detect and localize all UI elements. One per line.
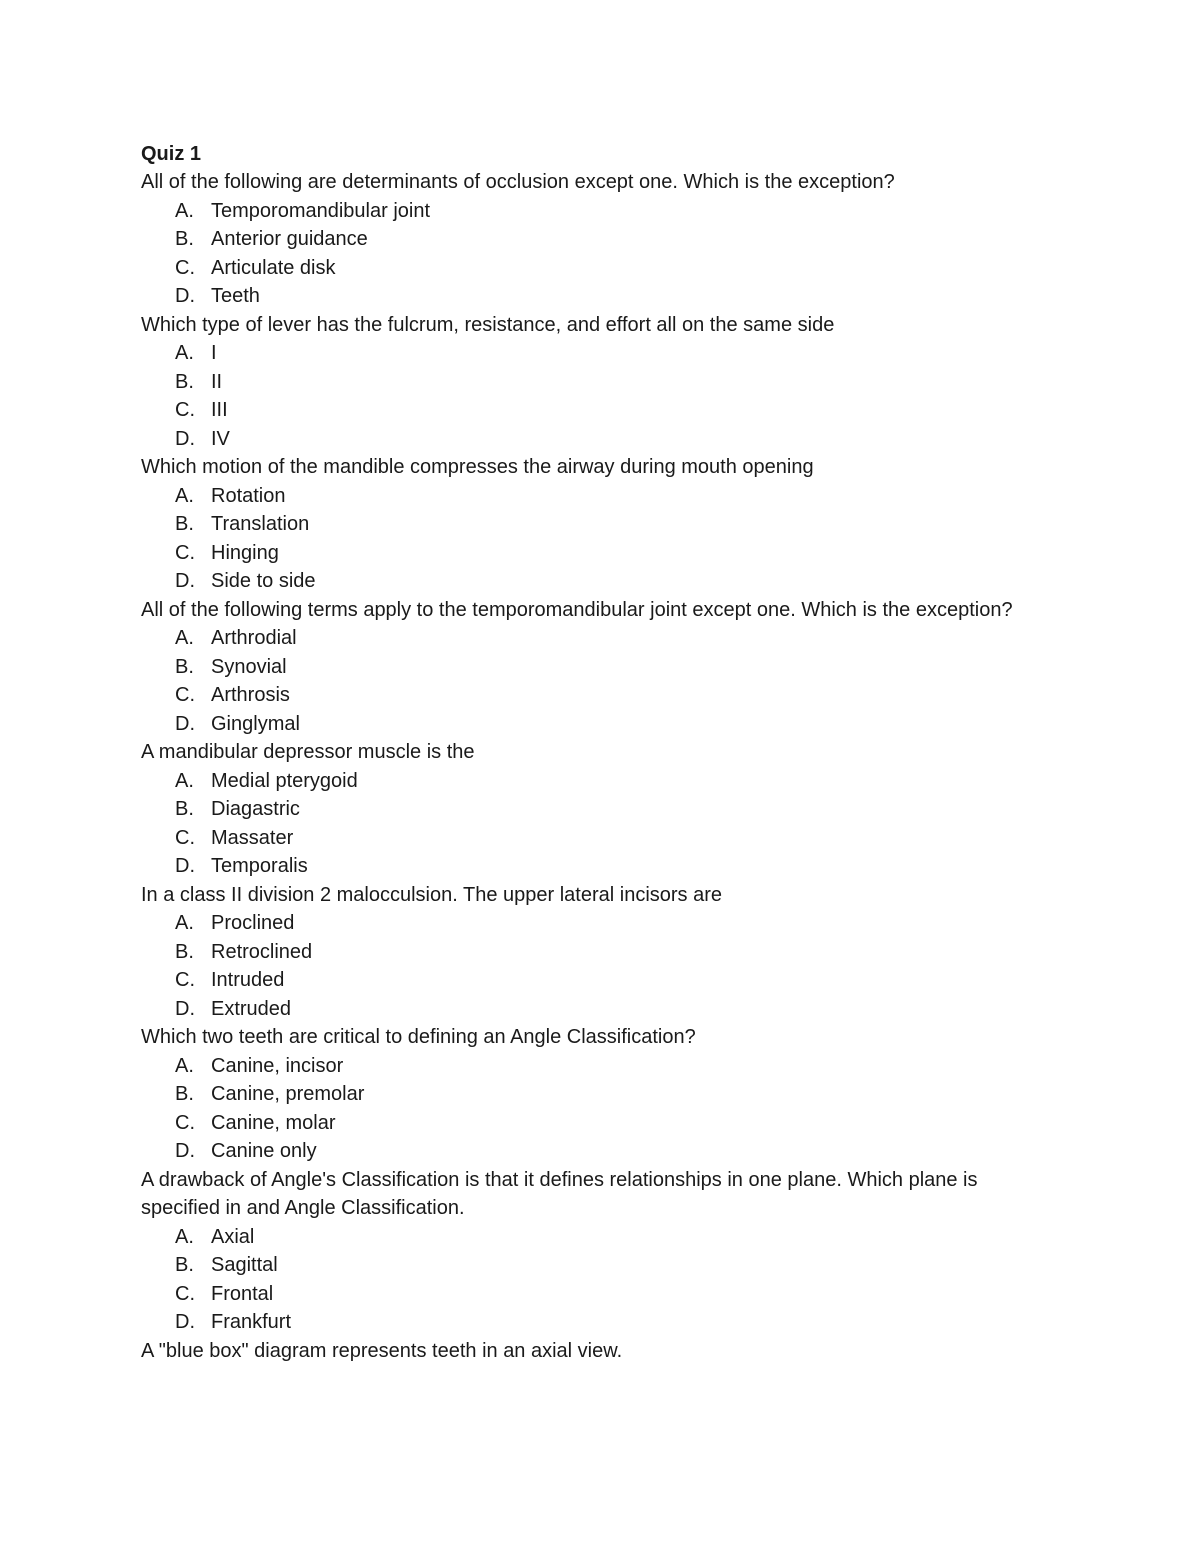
option-item: [141, 653, 1061, 682]
option-letter: B.: [175, 228, 194, 250]
option-text: Canine only: [211, 1140, 317, 1162]
option-letter: A.: [175, 484, 194, 507]
question-block: [141, 168, 1061, 311]
option-item: [141, 368, 1061, 397]
question-block: [141, 311, 1061, 454]
option-letter: B.: [175, 513, 194, 535]
option-letter: B.: [175, 655, 194, 678]
option-letter: D.: [175, 712, 195, 735]
option-letter: A.: [175, 912, 194, 934]
option-item: [141, 909, 1061, 938]
option-list: [141, 909, 1061, 1023]
option-text: Extruded: [211, 997, 292, 1020]
option-item: [141, 254, 1061, 283]
option-text: IV: [211, 427, 230, 450]
option-text: Canine, molar: [211, 1111, 336, 1134]
option-item: [141, 225, 1061, 254]
option-letter: C.: [175, 969, 195, 991]
option-list: [141, 624, 1061, 738]
option-text: Diagastric: [211, 798, 300, 820]
option-text: Ginglymal: [211, 712, 300, 735]
option-letter: D.: [175, 570, 195, 592]
option-item: [141, 396, 1061, 425]
option-text: Retroclined: [211, 940, 313, 963]
question-text: Which two teeth are critical to defining an Angle Classification?: [141, 1026, 696, 1048]
option-item: [141, 539, 1061, 568]
question-text: A drawback of Angle's Classification is that it defines relationships in one plane. Which plane is specified in and Angle Classification.: [141, 1168, 978, 1219]
question-text: In a class II division 2 malocculsion. The upper lateral incisors are: [141, 883, 723, 906]
question-text: A mandibular depressor muscle is the: [141, 741, 475, 763]
option-item: [141, 425, 1061, 454]
option-item: [141, 795, 1061, 824]
option-item: [141, 1251, 1061, 1280]
option-item: [141, 282, 1061, 311]
option-text: Sagittal: [211, 1254, 278, 1276]
option-letter: C.: [175, 541, 195, 564]
question-block: [141, 1166, 1061, 1337]
option-item: [141, 1137, 1061, 1166]
option-text: II: [211, 370, 223, 393]
option-text: Articulate disk: [211, 256, 336, 279]
option-text: Axial: [211, 1225, 255, 1248]
option-list: [141, 1052, 1061, 1166]
question-block: [141, 738, 1061, 881]
option-letter: B.: [175, 1254, 194, 1276]
option-letter: D.: [175, 1140, 195, 1162]
option-letter: C.: [175, 399, 195, 421]
option-letter: C.: [175, 684, 195, 706]
question-text: Which type of lever has the fulcrum, resistance, and effort all on the same side: [141, 313, 835, 336]
option-item: [141, 339, 1061, 368]
option-text: Arthrosis: [211, 684, 290, 706]
document-page: [141, 140, 1061, 1365]
closing-statement: A "blue box" diagram represents teeth in an axial view.: [141, 1339, 623, 1362]
option-letter: A.: [175, 1054, 194, 1077]
option-letter: D.: [175, 997, 195, 1020]
option-item: [141, 1109, 1061, 1138]
option-text: Massater: [211, 826, 294, 849]
option-text: Teeth: [211, 285, 260, 307]
question-text: All of the following are determinants of occlusion except one. Which is the exception?: [141, 171, 895, 193]
question-text: All of the following terms apply to the temporomandibular joint except one. Which is the exception?: [141, 598, 1013, 621]
option-item: [141, 1280, 1061, 1309]
question-block: [141, 453, 1061, 596]
option-letter: D.: [175, 1311, 195, 1333]
option-item: [141, 624, 1061, 653]
option-text: Frontal: [211, 1282, 274, 1305]
option-letter: A.: [175, 342, 194, 364]
option-text: Translation: [211, 513, 310, 535]
option-item: [141, 197, 1061, 226]
option-text: Arthrodial: [211, 627, 297, 649]
option-list: [141, 197, 1061, 311]
option-letter: C.: [175, 256, 195, 279]
option-item: [141, 1080, 1061, 1109]
option-text: Hinging: [211, 541, 279, 564]
option-list: [141, 767, 1061, 881]
option-text: Canine, premolar: [211, 1083, 365, 1105]
option-item: [141, 995, 1061, 1024]
option-text: III: [211, 399, 228, 421]
option-letter: D.: [175, 427, 195, 450]
option-letter: B.: [175, 370, 194, 393]
question-text: Which motion of the mandible compresses the airway during mouth opening: [141, 456, 814, 478]
option-text: Canine, incisor: [211, 1054, 344, 1077]
option-item: [141, 1052, 1061, 1081]
option-letter: B.: [175, 940, 194, 963]
option-list: [141, 339, 1061, 453]
option-letter: B.: [175, 798, 194, 820]
option-item: [141, 681, 1061, 710]
option-list: [141, 1223, 1061, 1337]
option-text: Temporalis: [211, 855, 308, 877]
option-item: [141, 1308, 1061, 1337]
option-list: [141, 482, 1061, 596]
option-text: Side to side: [211, 570, 316, 592]
option-item: [141, 938, 1061, 967]
option-letter: C.: [175, 1111, 195, 1134]
question-block: [141, 596, 1061, 739]
option-item: [141, 852, 1061, 881]
option-text: Medial pterygoid: [211, 769, 358, 792]
option-item: [141, 1223, 1061, 1252]
option-text: Temporomandibular joint: [211, 199, 431, 222]
option-item: [141, 966, 1061, 995]
option-letter: D.: [175, 855, 195, 877]
option-letter: A.: [175, 627, 194, 649]
option-text: Rotation: [211, 484, 286, 507]
option-item: [141, 510, 1061, 539]
option-item: [141, 567, 1061, 596]
option-letter: A.: [175, 1225, 194, 1248]
option-item: [141, 824, 1061, 853]
quiz-title: Quiz 1: [141, 143, 202, 165]
option-text: Proclined: [211, 912, 295, 934]
option-letter: B.: [175, 1083, 194, 1105]
question-block: [141, 1023, 1061, 1166]
option-letter: A.: [175, 769, 194, 792]
option-text: I: [211, 342, 217, 364]
question-block: [141, 881, 1061, 1024]
option-text: Intruded: [211, 969, 285, 991]
option-item: [141, 767, 1061, 796]
option-letter: D.: [175, 285, 195, 307]
option-text: Frankfurt: [211, 1311, 292, 1333]
option-letter: C.: [175, 1282, 195, 1305]
option-text: Synovial: [211, 655, 287, 678]
option-letter: A.: [175, 199, 194, 222]
option-text: Anterior guidance: [211, 228, 368, 250]
option-letter: C.: [175, 826, 195, 849]
option-item: [141, 482, 1061, 511]
option-item: [141, 710, 1061, 739]
